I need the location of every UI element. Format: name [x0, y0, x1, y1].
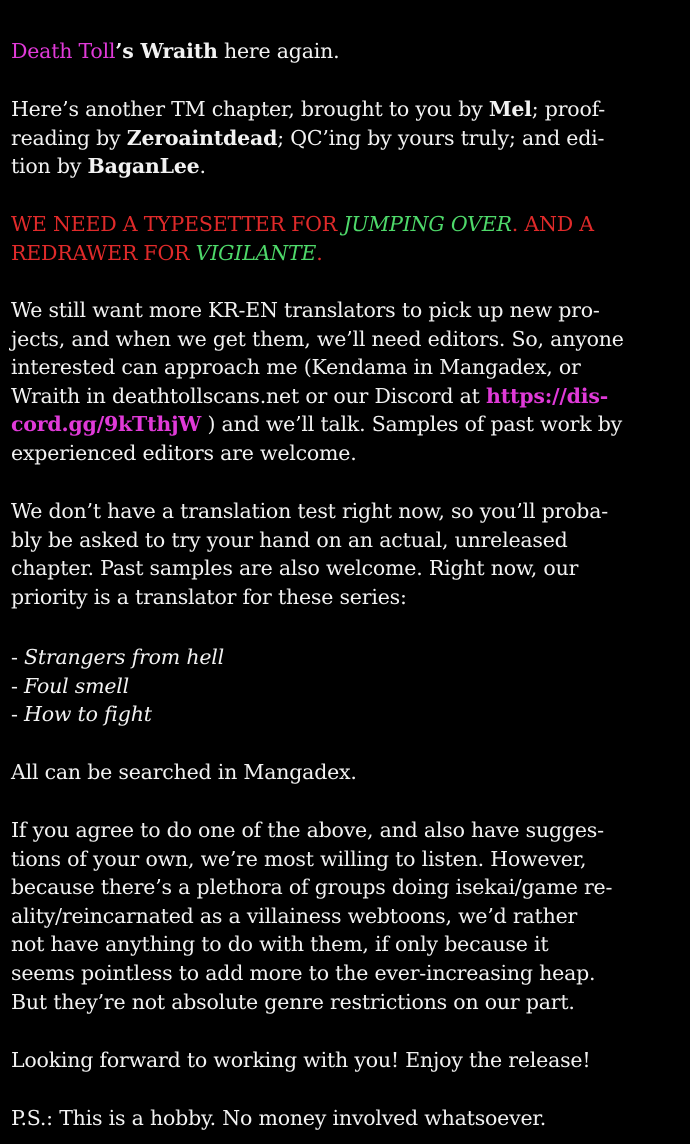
suggestions-line-2: tions of your own, we’re most willing to listen. However, [11, 846, 587, 871]
recruiting-line-1: We still want more KR-EN translators to pick up new pro- [11, 298, 600, 322]
announcement-text: . [316, 240, 323, 265]
group-name: Death Toll [11, 39, 116, 63]
series-title: Foul smell [24, 673, 129, 698]
series-title: How to fight [24, 702, 152, 727]
recruiting-line-6: experienced editors are welcome. [11, 440, 357, 465]
translation-test-paragraph [11, 497, 687, 611]
series-jumping-over: JUMPING OVER [343, 212, 512, 236]
series-list [11, 643, 687, 729]
series-title: Strangers from hell [24, 645, 224, 669]
recruiting-text: ) and we’ll talk. Samples of past work by [201, 412, 623, 437]
searchable-line: All can be searched in Mangadex. [11, 760, 357, 784]
test-line-4: priority is a translator for these series: [11, 584, 407, 609]
credits-line-3 [11, 152, 687, 181]
searchable-note [11, 758, 687, 787]
closing-line: Looking forward to working with you! Enjoy the release! [11, 1048, 591, 1072]
list-item: - How to fight [11, 702, 152, 727]
test-line-2: bly be asked to try your hand on an actual, unreleased [11, 527, 568, 552]
recruiting-paragraph [11, 296, 687, 468]
credits-paragraph [11, 95, 687, 181]
ps-note [11, 1104, 687, 1133]
proofreader-name: Zeroaintdead [126, 125, 278, 150]
credits-text: reading by [11, 125, 127, 150]
recruiting-line-4 [11, 382, 687, 411]
test-line-3: chapter. Past samples are also welcome. Right now, our [11, 556, 579, 581]
announcement-text: WE NEED A TYPESETTER FOR [11, 212, 344, 236]
test-line-1: We don’t have a translation test right now, so you’ll proba- [11, 499, 608, 523]
announcement-text: REDRAWER FOR [11, 240, 196, 265]
credits-text: Here’s another TM chapter, brought to you by [11, 97, 489, 121]
intro-line [11, 37, 687, 66]
credits-text: ; proof- [531, 97, 605, 121]
intro-paragraph [11, 37, 687, 66]
credits-line-1 [11, 95, 687, 124]
suggestions-line-3: because there’s a plethora of groups doing isekai/game re- [11, 875, 613, 900]
recruiting-line-2: jects, and when we get them, we’ll need editors. So, anyone [11, 326, 624, 351]
credits-text: tion by [11, 154, 88, 179]
closing-note [11, 1046, 687, 1075]
recruiting-line-3: interested can approach me (Kendama in Mangadex, or [11, 355, 581, 380]
discord-link-part-1[interactable]: https://dis- [486, 383, 609, 408]
credits-text: ; QC’ing by yours truly; and edi- [277, 125, 605, 150]
suggestions-line-7: But they’re not absolute genre restrictions on our part. [11, 989, 575, 1014]
discord-link-part-2[interactable]: cord.gg/9kTthjW [11, 412, 202, 437]
suggestions-line-5: not have anything to do with them, if only because it [11, 932, 549, 957]
recruiting-line-5 [11, 410, 687, 439]
suggestions-line-4: ality/reincarnated as a villainess webtoons, we’d rather [11, 903, 578, 928]
suggestions-line-6: seems pointless to add more to the ever-increasing heap. [11, 960, 596, 985]
translator-name: Mel [488, 97, 532, 121]
list-item: - Foul smell [11, 673, 129, 698]
announcement-text: . AND A [511, 212, 594, 236]
staff-request-announcement [11, 210, 687, 267]
recruiting-text: Wraith in deathtollscans.net or our Discord at [11, 383, 486, 408]
credits-line-2 [11, 124, 687, 153]
possessive: ’s [115, 39, 141, 63]
series-vigilante: VIGILANTE [195, 240, 317, 265]
announcement-line-2 [11, 239, 687, 268]
suggestions-paragraph [11, 816, 687, 1016]
list-item: - Strangers from hell [11, 645, 224, 669]
editor-name: BaganLee [87, 154, 200, 179]
role-name: Wraith [140, 39, 218, 63]
credits-text: . [199, 154, 206, 179]
ps-line: P.S.: This is a hobby. No money involved whatsoever. [11, 1106, 547, 1130]
announcement-line-1 [11, 210, 687, 239]
suggestions-line-1: If you agree to do one of the above, and also have sugges- [11, 818, 604, 842]
intro-rest: here again. [217, 39, 340, 63]
